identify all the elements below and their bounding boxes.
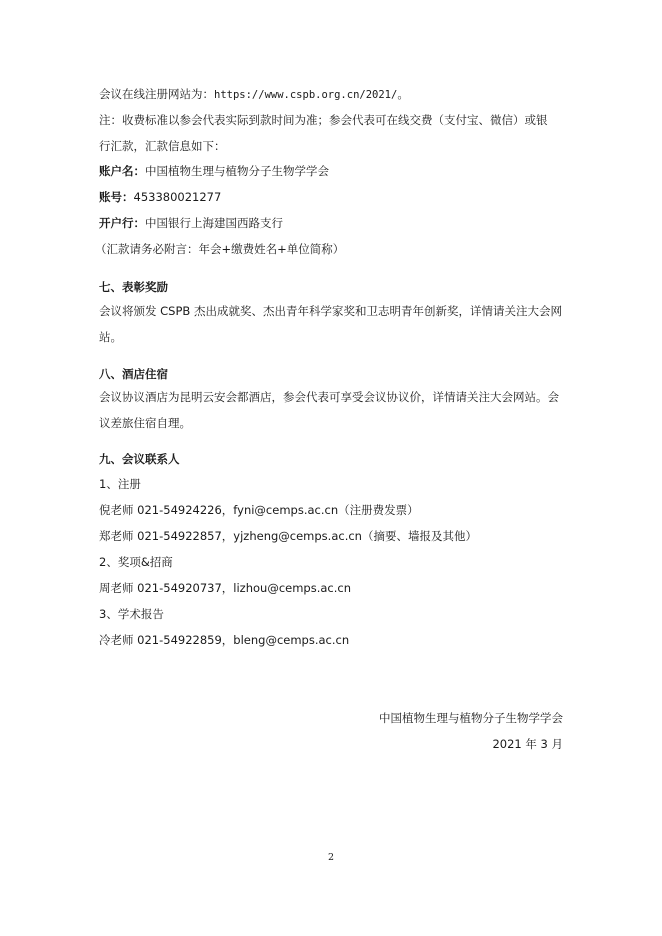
account-name-label: 账户名： xyxy=(99,164,145,178)
registration-url[interactable]: https://www.cspb.org.cn/2021/ xyxy=(214,89,398,101)
contact-leng: 冷老师 021-54922859，bleng@cemps.ac.cn xyxy=(99,633,350,647)
account-name-value: 中国植物生理与植物分子生物学学会 xyxy=(145,164,329,178)
contact-subheading-academic: 3、学术报告 xyxy=(99,607,164,621)
account-name-line xyxy=(99,163,329,179)
section7-line1: 会议将颁发 CSPB 杰出成就奖、杰出青年科学家奖和卫志明青年创新奖，详情请关注大会网 xyxy=(99,304,562,318)
bank-value: 中国银行上海建国西路支行 xyxy=(145,216,283,230)
section8-title: 八、酒店住宿 xyxy=(99,367,168,381)
contact-zheng: 郑老师 021-54922857，yjzheng@cemps.ac.cn（摘要、墙报及其他） xyxy=(99,529,477,543)
remittance-remark: （汇款请务必附言：年会+缴费姓名+单位简称） xyxy=(95,242,345,256)
account-number-line xyxy=(99,189,221,205)
section7-title: 七、表彰奖励 xyxy=(99,280,168,294)
bank-label: 开户行： xyxy=(99,216,145,230)
contact-ni: 倪老师 021-54924226，fyni@cemps.ac.cn（注册费发票） xyxy=(99,503,419,517)
section7-line2: 站。 xyxy=(99,330,122,344)
signature-date: 2021 年 3 月 xyxy=(492,737,563,751)
registration-suffix: 。 xyxy=(397,87,409,101)
bank-line xyxy=(99,215,283,231)
contact-subheading-awards: 2、奖项&招商 xyxy=(99,555,173,569)
contact-subheading-registration: 1、注册 xyxy=(99,477,141,491)
page-number: 2 xyxy=(327,852,335,863)
account-number-label: 账号： xyxy=(99,190,134,204)
registration-prefix: 会议在线注册网站为： xyxy=(99,87,214,101)
signature-organization: 中国植物生理与植物分子生物学学会 xyxy=(379,711,563,725)
payment-note-line2: 行汇款，汇款信息如下： xyxy=(99,139,226,153)
contact-zhou: 周老师 021-54920737，lizhou@cemps.ac.cn xyxy=(99,581,352,595)
account-number-value: 453380021277 xyxy=(133,190,222,204)
payment-note-line1: 注：收费标准以参会代表实际到款时间为准；参会代表可在线交费（支付宝、微信）或银 xyxy=(99,113,548,127)
section8-line1: 会议协议酒店为昆明云安会都酒店，参会代表可享受会议协议价，详情请关注大会网站。会 xyxy=(99,390,559,404)
section9-title: 九、会议联系人 xyxy=(99,452,180,466)
section8-line2: 议差旅住宿自理。 xyxy=(99,416,191,430)
registration-line xyxy=(99,86,409,103)
